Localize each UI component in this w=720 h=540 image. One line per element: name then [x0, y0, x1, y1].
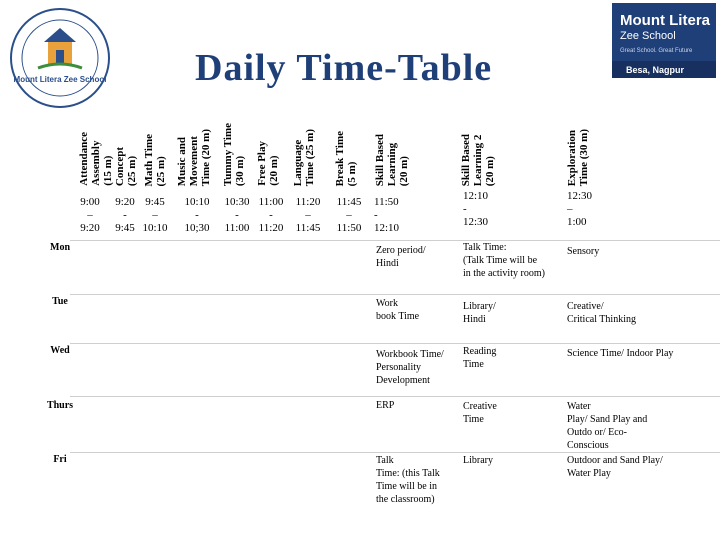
skill-based-cell: Talk Time: (this Talk Time will be in the classroom) [376, 455, 440, 505]
day-label-wed: Wed [50, 345, 70, 356]
time-range: 9:00 – 9:20 [80, 196, 100, 234]
column-header: Math Time (25 m) [143, 133, 167, 186]
skill-based-2-cell: Talk Time: (Talk Time will be in the activity room) [463, 242, 545, 279]
time-range: 9:20 - 9:45 [115, 196, 135, 234]
exploration-cell: Water Play/ Sand Play and Outdo or/ Eco- Conscious [567, 401, 648, 451]
column-header: Free Play (20 m) [256, 141, 280, 186]
skill-based-2-cell: Library/ Hindi [463, 301, 496, 325]
skill-based-2-cell: Library [463, 455, 493, 466]
logo-left-text: Mount Litera Zee School [13, 75, 107, 84]
skill-based-cell: Zero period/ Hindi [376, 245, 426, 269]
time-range: 12:10 - 12:30 [463, 190, 489, 228]
column-header: Skill Based Learning (20 m) [374, 133, 410, 186]
page-title: Daily Time-Table [195, 47, 493, 89]
column-header: Exploration Time (30 m) [566, 128, 590, 186]
row-divider [70, 452, 720, 453]
skill-based-2-cell: Creative Time [463, 401, 497, 425]
row-divider [70, 240, 720, 241]
time-range: 11:45 – 11:50 [336, 196, 362, 234]
brand-sub: Zee School [620, 30, 676, 42]
time-range: 11:20 – 11:45 [295, 196, 321, 234]
day-label-tue: Tue [52, 296, 68, 307]
skill-based-cell: Workbook Time/ Personality Development [376, 349, 444, 386]
exploration-cell: Science Time/ Indoor Play [567, 348, 674, 359]
exploration-cell: Outdoor and Sand Play/ Water Play [567, 455, 663, 479]
skill-based-2-cell: Reading Time [463, 346, 497, 370]
time-range: 10:10 - 10;30 [184, 196, 210, 234]
brand-name: Mount Litera [620, 12, 710, 29]
row-divider [70, 294, 720, 295]
time-range: 11:00 - 11:20 [258, 196, 284, 234]
row-divider [70, 396, 720, 397]
column-header: Skill Based Learning 2 (20 m) [460, 133, 496, 186]
day-label-mon: Mon [50, 242, 70, 253]
column-header: Break Time (5 m) [334, 130, 358, 186]
column-header: Music and Movement Time (20 m) [176, 128, 212, 186]
skill-based-cell: Work book Time [376, 298, 420, 322]
skill-based-cell: ERP [376, 400, 395, 411]
time-range: 12:30 – 1:00 [567, 190, 593, 228]
brand-tagline: Great School. Great Future [620, 48, 693, 54]
exploration-cell: Sensory [567, 246, 600, 257]
day-label-thurs: Thurs [46, 400, 74, 411]
column-header: Tummy Time (30 m) [222, 122, 246, 186]
column-header: Attendance Assembly (15 m) [78, 132, 114, 186]
column-header: Concept (25 m) [114, 146, 138, 186]
brand-location: Besa, Nagpur [626, 65, 685, 75]
time-range: 10:30 - 11:00 [224, 196, 250, 234]
brand-logo-right [612, 3, 716, 78]
school-logo-left [8, 6, 112, 110]
exploration-cell: Creative/ Critical Thinking [567, 301, 636, 325]
time-range: 11:50 - 12:10 [374, 196, 400, 234]
row-divider [70, 343, 720, 344]
day-label-fri: Fri [53, 454, 67, 465]
column-header: Language Time (25 m) [292, 128, 316, 186]
time-range: 9:45 – 10:10 [142, 196, 168, 234]
